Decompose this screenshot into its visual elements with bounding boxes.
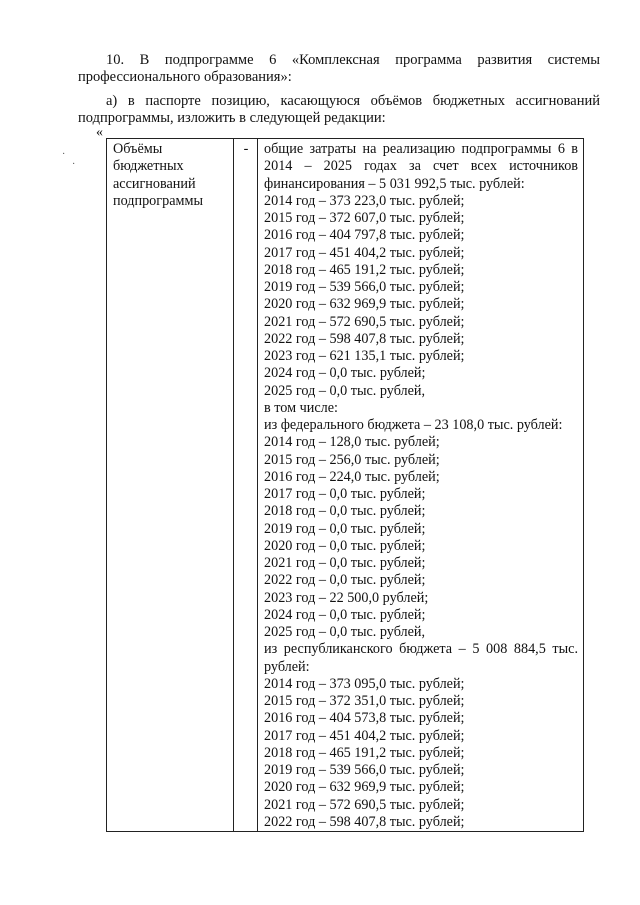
total-year-line: 2024 год – 0,0 тыс. рублей; (264, 365, 426, 382)
scan-speck: · (72, 159, 76, 170)
position-label-cell (107, 139, 234, 832)
federal-year-line: 2015 год – 256,0 тыс. рублей; (264, 451, 440, 468)
total-year-line: 2021 год – 572 690,5 тыс. рублей; (264, 313, 465, 330)
republic-year-line: 2015 год – 372 351,0 тыс. рублей; (264, 693, 465, 709)
federal-year-line: 2016 год – 224,0 тыс. рублей; (264, 468, 440, 485)
total-year-line: 2023 год – 621 135,1 тыс. рублей; (264, 348, 465, 364)
republic-year-line: 2014 год – 373 095,0 тыс. рублей; (264, 675, 465, 692)
total-year-line: 2014 год – 373 223,0 тыс. рублей; (264, 192, 465, 209)
total-year-line: 2018 год – 465 191,2 тыс. рублей; (264, 261, 465, 278)
federal-year-line: 2021 год – 0,0 тыс. рублей; (264, 555, 426, 571)
total-year-line: 2020 год – 632 969,9 тыс. рублей; (264, 296, 465, 313)
paragraph-item-a: а) в паспорте позицию, касающуюся объёмов бюджетных ассигнований подпрограммы, изложить в следующей редакции: (78, 93, 600, 126)
republic-year-line: 2018 год – 465 191,2 тыс. рублей; (264, 744, 465, 761)
funding-details-cell (258, 139, 584, 832)
republic-year-line: 2022 год – 598 407,8 тыс. рублей; (264, 813, 465, 830)
republic-year-line: 2021 год – 572 690,5 тыс. рублей; (264, 796, 465, 813)
total-year-line: 2017 год – 451 404,2 тыс. рублей; (264, 244, 465, 261)
federal-year-line: 2014 год – 128,0 тыс. рублей; (264, 434, 440, 451)
total-year-line: 2025 год – 0,0 тыс. рублей, (264, 382, 426, 399)
republic-budget-text: из республиканского бюджета – 5 008 884,5 тыс. рублей: (264, 641, 578, 675)
paragraph-item-10: 10. В подпрограмме 6 «Комплексная программа развития системы профессионального образования»: (78, 52, 600, 85)
position-label-line: бюджетных (113, 158, 184, 175)
total-year-line: 2019 год – 539 566,0 тыс. рублей; (264, 279, 465, 295)
republic-year-line: 2016 год – 404 573,8 тыс. рублей; (264, 710, 465, 727)
total-funding-text: общие затраты на реализацию подпрограммы 6 в 2014 – 2025 годах за счет всех источников финансирования – 5 031 992,5 тыс. рублей: (264, 141, 578, 192)
budget-passport-table (106, 138, 584, 832)
total-year-line: 2022 год – 598 407,8 тыс. рублей; (264, 330, 465, 347)
federal-year-line: 2019 год – 0,0 тыс. рублей; (264, 520, 426, 537)
republic-year-line: 2019 год – 539 566,0 тыс. рублей; (264, 762, 465, 778)
scan-speck: · (62, 149, 66, 160)
table-row (107, 139, 584, 832)
total-year-line: 2015 год – 372 607,0 тыс. рублей; (264, 210, 465, 226)
total-year-line: 2016 год – 404 797,8 тыс. рублей; (264, 227, 465, 244)
position-label-line: подпрограммы (113, 192, 203, 209)
federal-year-line: 2018 год – 0,0 тыс. рублей; (264, 503, 426, 520)
federal-year-line: 2023 год – 22 500,0 рублей; (264, 589, 429, 606)
republic-year-line: 2017 год – 451 404,2 тыс. рублей; (264, 727, 465, 744)
opening-quote-mark: « (96, 125, 103, 140)
federal-year-line: 2017 год – 0,0 тыс. рублей; (264, 486, 426, 502)
position-label-line: Объёмы (113, 141, 163, 157)
federal-year-line: 2022 год – 0,0 тыс. рублей; (264, 572, 426, 589)
federal-year-line: 2020 год – 0,0 тыс. рублей; (264, 537, 426, 554)
including-label: в том числе: (264, 399, 338, 416)
federal-year-line: 2024 год – 0,0 тыс. рублей; (264, 606, 426, 623)
dash-cell: - (234, 139, 258, 832)
federal-budget-text: из федерального бюджета – 23 108,0 тыс. рублей: (264, 417, 563, 433)
republic-year-line: 2020 год – 632 969,9 тыс. рублей; (264, 779, 465, 796)
federal-year-line: 2025 год – 0,0 тыс. рублей, (264, 624, 426, 640)
position-label-line: ассигнований (113, 175, 196, 192)
